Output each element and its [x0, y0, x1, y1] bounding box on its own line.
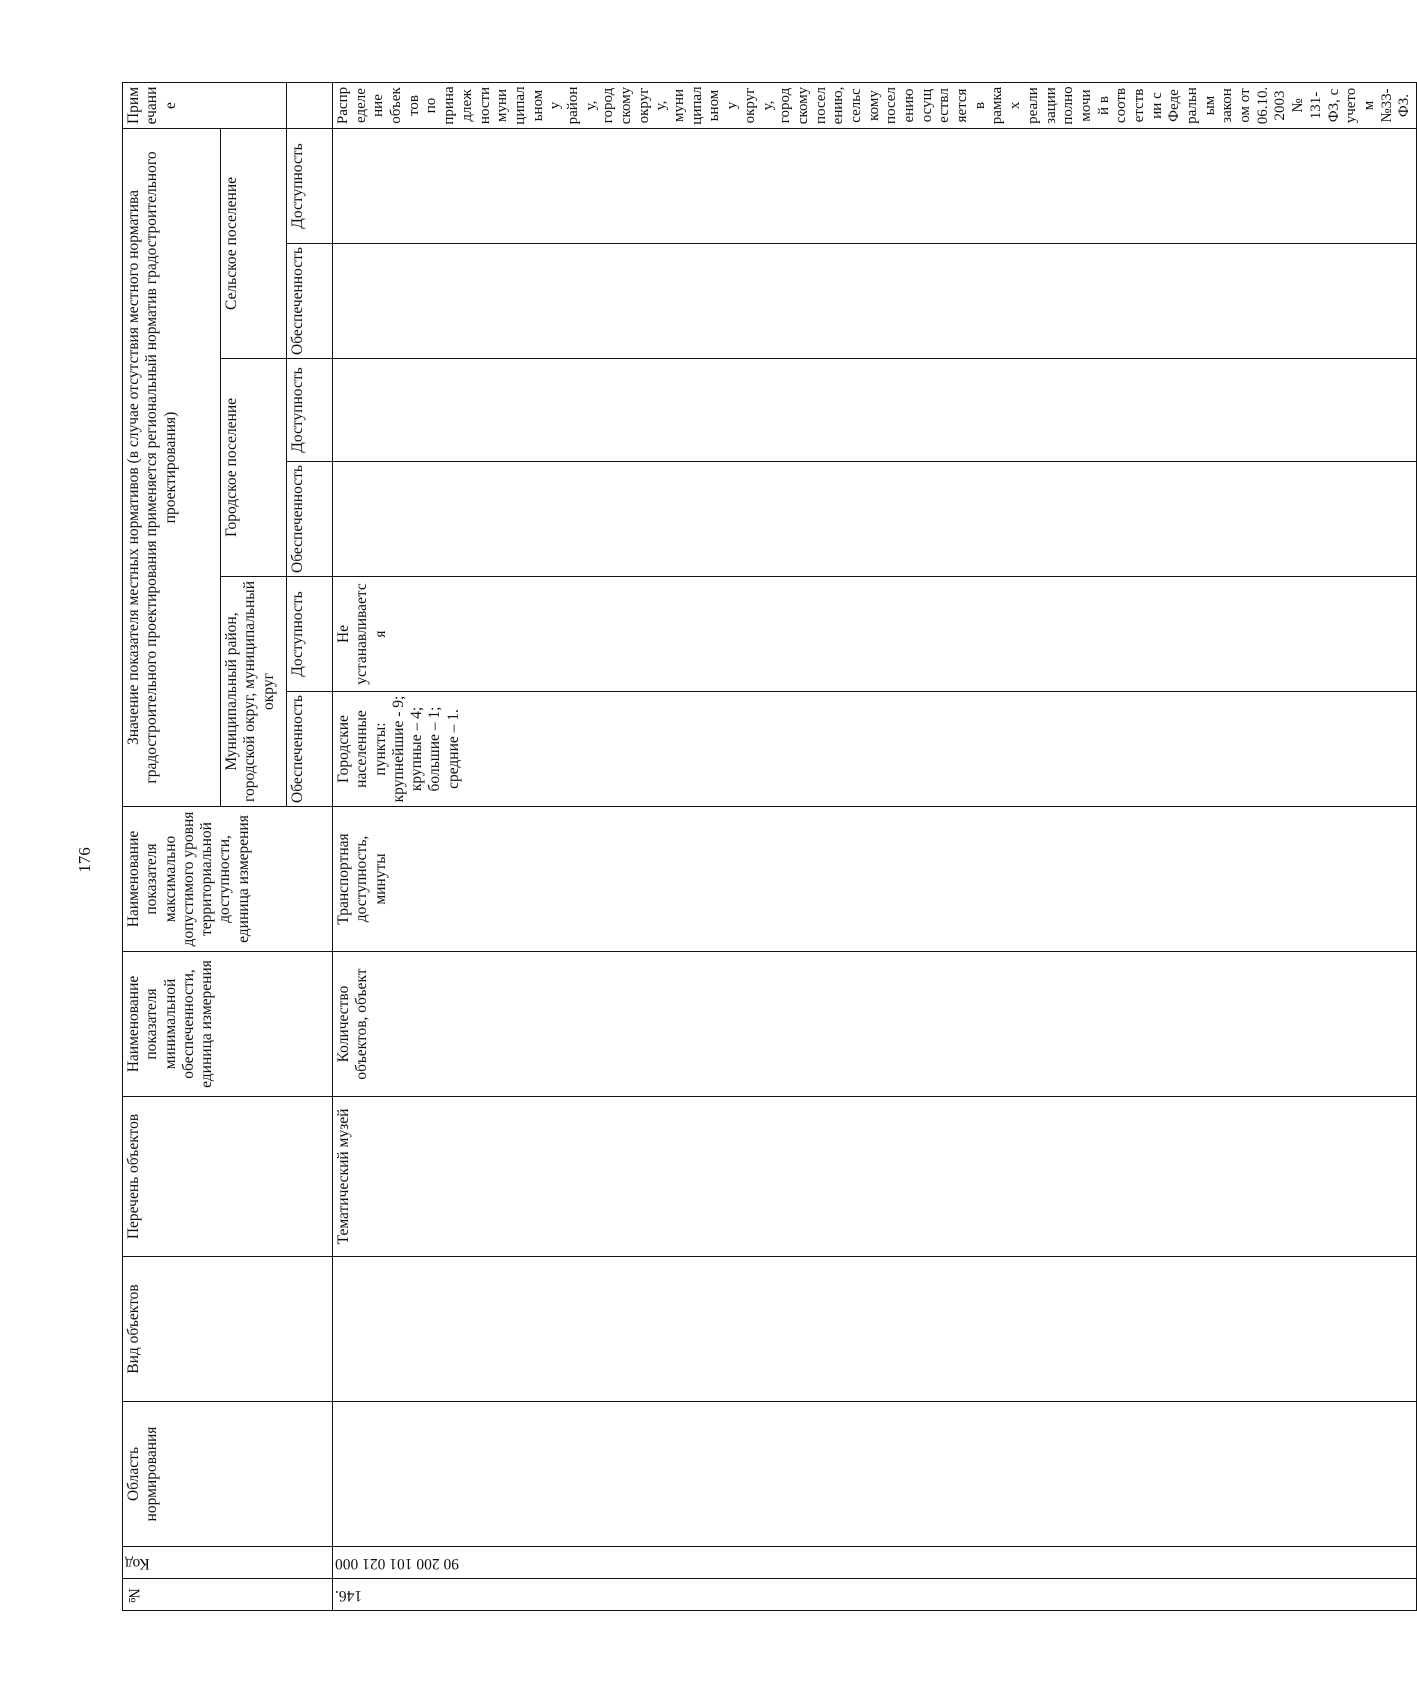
header-max-indicator: Наименование показателя максимально допустимого уровня территориальной доступности, единица измерения [123, 807, 333, 952]
header-municipal: Муниципальный район, городской округ, муниципальный округ [221, 577, 287, 807]
norms-table [122, 82, 1417, 1611]
header-rural-provision: Обеспеченность [287, 244, 333, 359]
row-urban-provision [333, 462, 1417, 577]
header-municipal-provision: Обеспеченность [287, 692, 333, 807]
header-kind: Вид объектов [123, 1257, 333, 1402]
row-rural-provision [333, 244, 1417, 359]
header-note-spacer [287, 83, 333, 129]
row-urban-accessibility [333, 359, 1417, 462]
row-min-indicator: Количество объектов, объект [333, 952, 1417, 1097]
table-row [333, 83, 1417, 1611]
header-value-group: Значение показателя местных нормативов (в случае отсутствия местного норматива градостроительного проектирования применяется региональный норматив градостроительного проектирования) [123, 129, 221, 807]
header-code: Код [123, 1547, 333, 1579]
row-list: Тематический музей [333, 1097, 1417, 1257]
row-area [333, 1402, 1417, 1547]
header-municipal-accessibility: Доступность [287, 577, 333, 692]
row-rural-accessibility [333, 129, 1417, 244]
row-max-indicator: Транспортная доступность, минуты [333, 807, 1417, 952]
header-rural-accessibility: Доступность [287, 129, 333, 244]
row-note: Распределение объектов по принадлежности муниципальному району, городскому округу, муниципальному округу, городскому поселению, сельскому поселению осуществляется в рамках реализации полномочий в соответствии с Федеральным законом от 06.10.2003 № 131-ФЗ, с учетом №33-ФЗ. [333, 83, 1417, 129]
header-urban: Городское поселение [221, 359, 287, 577]
header-no: № [123, 1579, 333, 1611]
header-rural: Сельское поселение [221, 129, 287, 359]
row-kind [333, 1257, 1417, 1402]
rotated-table-wrapper [122, 83, 1413, 1611]
header-row-1 [123, 83, 221, 1611]
header-note: Примечание [123, 83, 287, 129]
row-municipal-accessibility: Не устанавливается [333, 577, 1417, 692]
row-code: 90 200 101 021 000 [333, 1547, 1417, 1579]
header-min-indicator: Наименование показателя минимальной обеспеченности, единица измерения [123, 952, 333, 1097]
header-urban-provision: Обеспеченность [287, 462, 333, 577]
header-area: Область нормирования [123, 1402, 333, 1547]
header-urban-accessibility: Доступность [287, 359, 333, 462]
header-list: Перечень объектов [123, 1097, 333, 1257]
row-no: 146. [333, 1579, 1417, 1611]
page-number: 176 [75, 847, 94, 873]
row-municipal-provision: Городские населенные пункты: крупнейшие - 9; крупные – 4; большие – 1; средние – 1. [333, 692, 1417, 807]
